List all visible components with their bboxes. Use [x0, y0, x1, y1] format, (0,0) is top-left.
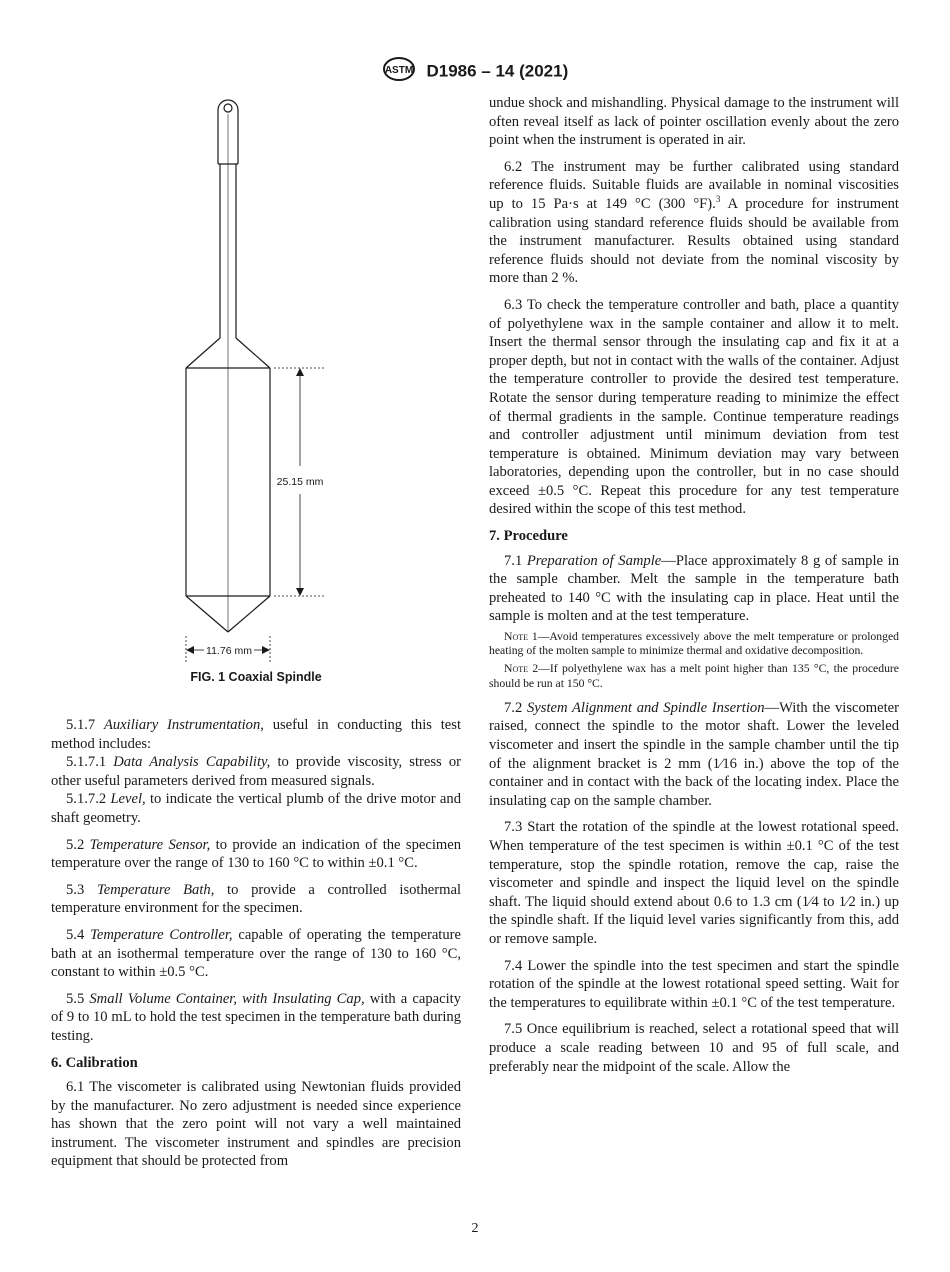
- section-6-2: [489, 158, 899, 288]
- note-1: [489, 630, 899, 658]
- section-text: to indicate the vertical plumb of the drive motor and shaft geometry.: [51, 791, 462, 826]
- section-7-4: 7.4 Lower the spindle into the test specimen and start the spindle rotation of the spindle at the lowest rotational speed setting. Wait for the temperatures to equilibrate within ±0.1 °C of the test temperature.: [489, 957, 899, 1011]
- dimension-length-label: 25.15 mm: [276, 476, 324, 488]
- section-text: to provide an indication of the specimen temperature over the range of 130 to 160 °C to within ±0.1 °C.: [51, 836, 462, 872]
- note-text: —If polyethylene wax has a melt point higher than 135 °C, the procedure should be run at 150 °C.: [489, 662, 899, 690]
- section-5-2: [51, 836, 461, 873]
- section-title: Level,: [110, 791, 146, 808]
- section-title: System Alignment and Spindle Insertion: [526, 699, 765, 716]
- section-title: Preparation of Sample: [526, 552, 662, 569]
- section-text: useful in conducting this test method includes:: [51, 717, 461, 752]
- section-text: —Place approximately 8 g of sample in the sample chamber. Melt the sample in the temperature bath preheated to 140 °C with the insulating cap in place. Heat until the sample is molten and at the test temperature.: [489, 552, 899, 625]
- footnote-ref: 3: [715, 194, 721, 205]
- figure-caption: FIG. 1 Coaxial Spindle: [190, 670, 322, 684]
- section-title: Temperature Sensor,: [89, 836, 211, 853]
- section-7-5: 7.5 Once equilibrium is reached, select a rotational speed that will produce a scale reading between 10 and 95 of full scale, and preferably near the midpoint of the scale. Allow the: [489, 1021, 899, 1075]
- section-5-5: [51, 990, 461, 1046]
- section-title: Data Analysis Capability,: [113, 754, 271, 771]
- section-6-1-continued: undue shock and mishandling. Physical damage to the instrument will often reveal itself as lack of pointer oscillation evenly about the zero point when the instrument is operated in air.: [489, 95, 899, 149]
- section-title: Temperature Controller,: [90, 926, 233, 943]
- heading-calibration: 6. Calibration: [51, 1054, 138, 1071]
- section-5-1-7-2: [51, 790, 461, 827]
- section-title: Temperature Bath,: [96, 881, 215, 898]
- page-header: [0, 56, 950, 87]
- left-column: [51, 716, 461, 1179]
- section-number: 7.1: [504, 552, 527, 569]
- section-5-3: [51, 881, 461, 918]
- section-number: 5.4: [66, 926, 91, 943]
- section-7-2: [489, 699, 899, 811]
- heading-procedure: 7. Procedure: [489, 528, 568, 545]
- coaxial-spindle-drawing: [150, 96, 370, 666]
- section-number: 5.2: [66, 836, 90, 853]
- note-label: Note 1: [504, 630, 538, 644]
- astm-logo: [382, 56, 416, 87]
- page-number: 2: [471, 1221, 479, 1236]
- astm-logo-text: ASTM: [384, 65, 413, 76]
- section-title: Small Volume Container, with Insulating Cap,: [89, 990, 365, 1007]
- section-number: 5.1.7: [66, 717, 104, 733]
- note-text: —Avoid temperatures excessively above the melt temperature or prolonged heating of the molten sample to minimize thermal and oxidative decomposition.: [489, 630, 899, 658]
- section-5-1-7-1: [51, 753, 461, 790]
- section-7-1: [489, 552, 899, 626]
- dimension-diameter-label: 11.76 mm: [206, 645, 252, 657]
- section-text: capable of operating the temperature bath at an isothermal temperature over the range of 130 to 160 °C, constant to within ±0.5 °C.: [51, 926, 461, 981]
- section-title: Auxiliary Instrumentation,: [103, 717, 264, 733]
- section-number: 5.5: [66, 990, 90, 1007]
- right-column: [489, 94, 899, 1076]
- coaxial-spindle-figure: [150, 96, 370, 666]
- document-designation: D1986 – 14 (2021): [426, 61, 569, 81]
- section-text: to provide a controlled isothermal temperature environment for the specimen.: [51, 881, 462, 917]
- section-6-3: 6.3 To check the temperature controller and bath, place a quantity of polyethylene wax in the sample container and allow it to melt. Insert the thermal sensor through the insulating cap and fix it at a proper depth, but not in contact with the walls of the container. Adjust the temperature controller to provide the desired test temperature. Rotate the sensor during temperature reading to minimize the effect of thermal gradients in the sample. Continue temperature readings and controller adjustment until minimum deviation from test temperature is obtained. Minimum deviation may vary between laboratories, depending upon the controller, but in no case should exceed ±0.5 °C. Repeat this procedure for any test temperature desired within the scope of this test method.: [489, 296, 899, 518]
- note-2: [489, 662, 899, 690]
- section-text: 6.2 The instrument may be further calibrated using standard reference fluids. Suitable fluids are available in nominal viscosities up to 15 Pa·s at 149 °C (300 °F).: [489, 158, 899, 212]
- section-number: 7.2: [504, 699, 527, 716]
- section-5-4: [51, 926, 461, 982]
- section-5-1-7: [51, 716, 461, 753]
- section-6-1: 6.1 The viscometer is calibrated using Newtonian fluids provided by the manufacturer. No zero adjustment is needed since experience has shown that the zero point will not vary a well maintained instrument. The viscometer instrument and spindles are precision equipment that should be protected from: [51, 1079, 461, 1170]
- section-text: —With the viscometer raised, connect the spindle to the motor shaft. Lower the leveled viscometer and insert the spindle in the sample chamber until the tip of the alignment bracket is 2 mm (1⁄16 in.) above the top of the container and in contact with the back of the locating index. Place the insulating cap on the sample chamber.: [489, 699, 900, 809]
- section-number: 5.1.7.1: [66, 754, 114, 771]
- section-7-3: 7.3 Start the rotation of the spindle at the lowest rotational speed. When temperature of the test specimen is within ±0.1 °C of the test temperature, stop the spindle rotation, remove the cap, raise the viscometer and spindle and inspect the liquid level on the spindle shaft. The liquid should extend about 0.6 to 1.3 cm (1⁄4 to 1⁄2 in.) up the spindle shaft. If the liquid level varies significantly from this, add or remove sample.: [489, 819, 899, 947]
- note-label: Note 2: [504, 662, 539, 676]
- section-text: A procedure for instrument calibration using standard reference fluids should be available from the instrument manufacturer. Results obtained using standard reference fluids should not deviate from the nominal viscosity by more than 2 %.: [489, 195, 899, 287]
- section-text: to provide viscosity, stress or other useful parameters derived from measured signals.: [51, 754, 462, 789]
- section-text: with a capacity of 9 to 10 mL to hold the test specimen in the temperature bath during testing.: [51, 990, 462, 1044]
- section-number: 5.3: [66, 881, 97, 898]
- section-number: 5.1.7.2: [66, 791, 111, 808]
